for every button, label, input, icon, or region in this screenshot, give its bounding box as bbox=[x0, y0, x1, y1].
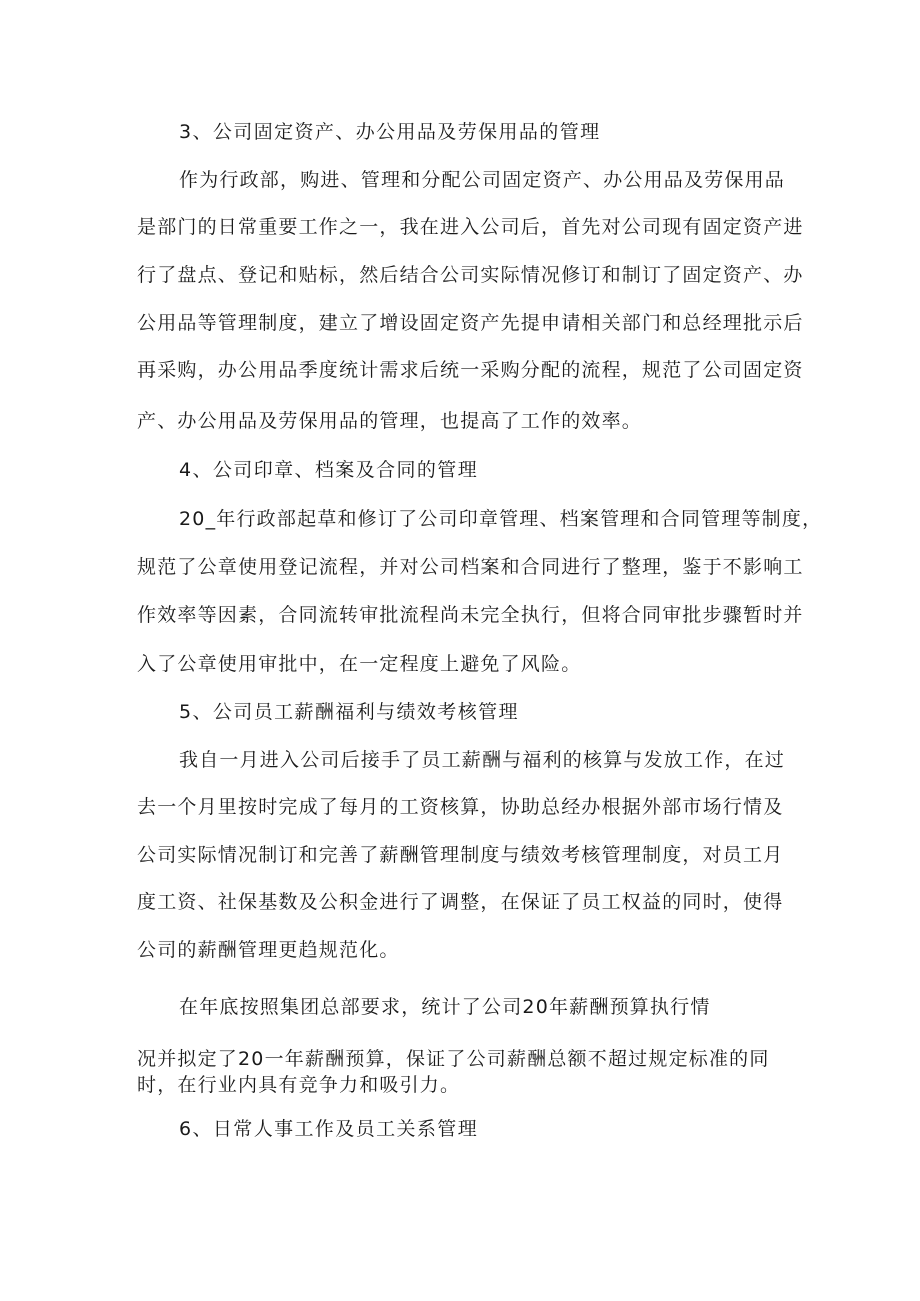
paragraph-line: 我自一月进入公司后接手了员工薪酬与福利的核算与发放工作，在过 bbox=[179, 749, 786, 771]
paragraph-line: 作为行政部，购进、管理和分配公司固定资产、办公用品及劳保用品 bbox=[179, 169, 786, 191]
paragraph-line: 公司实际情况制订和完善了薪酬管理制度与绩效考核管理制度，对员工月 bbox=[137, 844, 784, 866]
paragraph-line: 产、办公用品及劳保用品的管理，也提高了工作的效率。 bbox=[137, 410, 643, 432]
paragraph-line: 公用品等管理制度，建立了增设固定资产先提申请相关部门和总经理批示后 bbox=[137, 312, 804, 334]
paragraph-line: 度工资、社保基数及公积金进行了调整，在保证了员工权益的同时，使得 bbox=[137, 891, 784, 913]
paragraph-line: 作效率等因素，合同流转审批流程尚未完全执行，但将合同审批步骤暂时并 bbox=[137, 604, 804, 626]
paragraph-line: 去一个月里按时完成了每月的工资核算，协助总经办根据外部市场行情及 bbox=[137, 796, 784, 818]
paragraph-line: 是部门的日常重要工作之一，我在进入公司后，首先对公司现有固定资产进 bbox=[137, 216, 804, 238]
paragraph-line: 公司的薪酬管理更趋规范化。 bbox=[137, 939, 400, 961]
section-heading-3: 3、公司固定资产、办公用品及劳保用品的管理 bbox=[179, 121, 601, 143]
paragraph-line: 再采购，办公用品季度统计需求后统一采购分配的流程，规范了公司固定资 bbox=[137, 359, 804, 381]
section-heading-5: 5、公司员工薪酬福利与绩效考核管理 bbox=[179, 701, 519, 723]
paragraph-line: 20_年行政部起草和修订了公司印章管理、档案管理和合同管理等制度， bbox=[179, 508, 823, 530]
section-heading-6: 6、日常人事工作及员工关系管理 bbox=[179, 1118, 479, 1140]
paragraph-line: 行了盘点、登记和贴标，然后结合公司实际情况修订和制订了固定资产、办 bbox=[137, 264, 804, 286]
paragraph-line: 在年底按照集团总部要求，统计了公司20年薪酬预算执行情 bbox=[179, 996, 711, 1018]
paragraph-line: 时，在行业内具有竞争力和吸引力。 bbox=[137, 1074, 461, 1096]
paragraph-line: 规范了公章使用登记流程，并对公司档案和合同进行了整理，鉴于不影响工 bbox=[137, 556, 804, 578]
paragraph-line: 入了公章使用审批中，在一定程度上避免了风险。 bbox=[137, 653, 582, 675]
paragraph-line: 况并拟定了20一年薪酬预算，保证了公司薪酬总额不超过规定标准的同 bbox=[137, 1048, 770, 1070]
section-heading-4: 4、公司印章、档案及合同的管理 bbox=[179, 459, 479, 481]
